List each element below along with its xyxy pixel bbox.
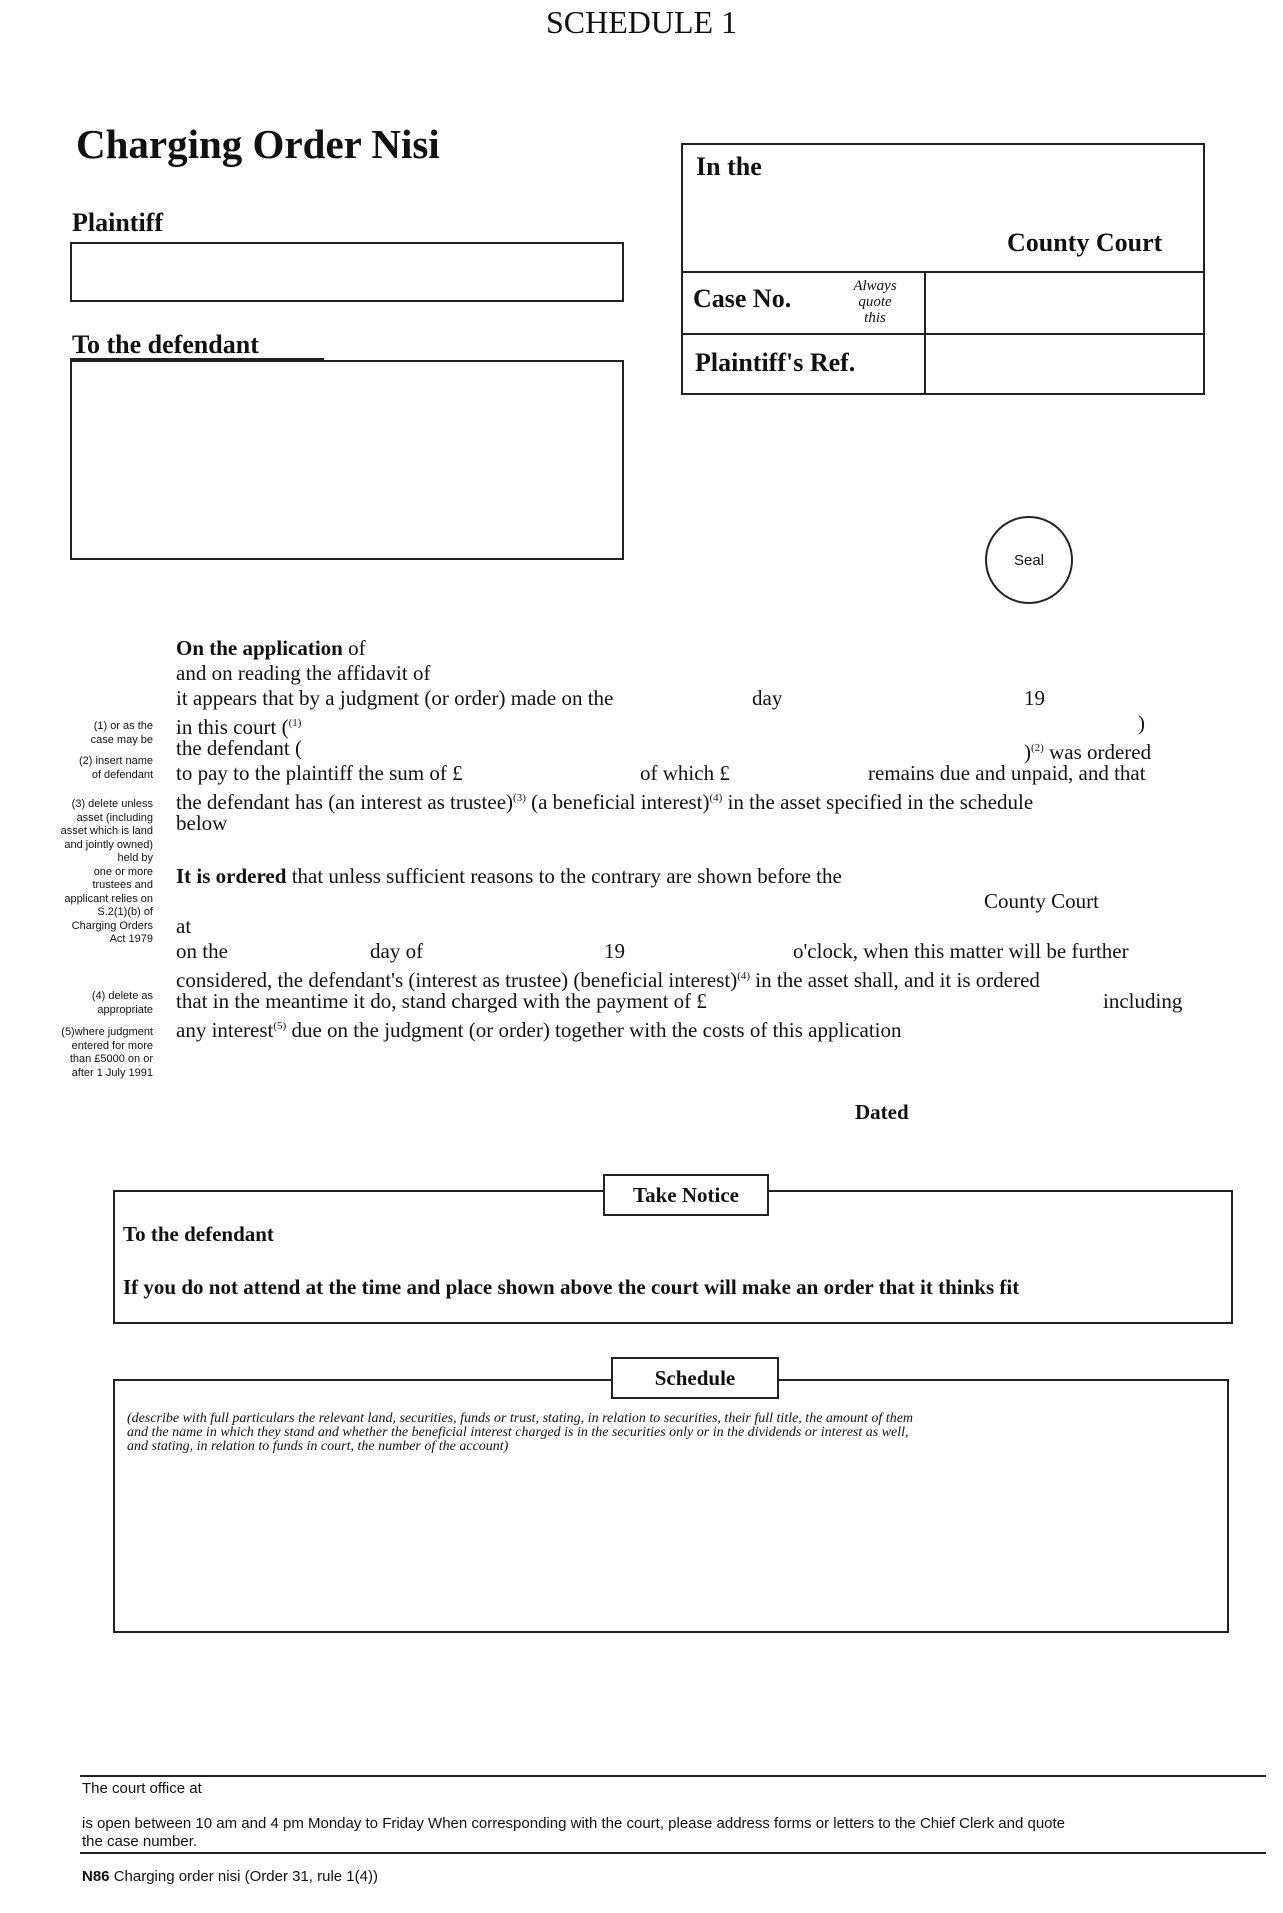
plaintiff-label: Plaintiff — [72, 208, 163, 237]
schedule-heading: SCHEDULE 1 — [545, 4, 738, 40]
order-considered-line: considered, the defendant's (interest as trustee) (beneficial interest)$^{(4)}$ in the asset shall, and it is ordered — [176, 968, 1040, 992]
take-notice-text: If you do not attend at the time and place shown above the court will make an order that it thinks fit — [123, 1275, 1020, 1299]
office-hours-line-2: the case number. — [82, 1833, 198, 1850]
below-line: below — [176, 811, 228, 835]
take-notice-to: To the defendant — [123, 1222, 274, 1246]
judgment-line: it appears that by a judgment (or order) made on the — [176, 686, 614, 710]
footer-rule-bottom — [80, 1852, 1266, 1854]
affidavit-line: and on reading the affidavit of — [176, 661, 431, 685]
order-interest-line: any interest$^{(5)}$ due on the judgment (or order) together with the costs of this application — [176, 1018, 902, 1042]
schedule-label: Schedule — [611, 1357, 779, 1399]
sum-line: to pay to the plaintiff the sum of £ — [176, 761, 463, 785]
court-office-line: The court office at — [82, 1780, 202, 1797]
it-is-ordered-line: It is ordered that unless sufficient reasons to the contrary are shown before the — [176, 864, 842, 888]
this-court-line: in this court ($^{(1)}$ — [176, 715, 302, 739]
plaintiffs-ref-field[interactable] — [926, 335, 1203, 393]
office-hours-line: is open between 10 am and 4 pm Monday to Friday When corresponding with the court, please address forms or letters to the Chief Clerk and quote — [82, 1815, 1066, 1832]
application-line: On the application of — [176, 636, 366, 660]
order-on-the: on the — [176, 939, 228, 963]
plaintiffs-ref-label: Plaintiff's Ref. — [695, 348, 856, 377]
defendant-line: the defendant ( — [176, 736, 302, 760]
judgment-year: 19 — [1024, 686, 1045, 710]
margin-note-1: (1) or as the case may be — [90, 720, 153, 746]
form-code-line: N86 Charging order nisi (Order 31, rule 1(4)) — [82, 1868, 378, 1885]
seal: Seal — [985, 516, 1073, 604]
was-ordered-text: )$^{(2)}$ was ordered — [1024, 740, 1152, 764]
defendant-field[interactable] — [70, 360, 624, 560]
in-the-label: In the — [696, 152, 762, 181]
interest-line: the defendant has (an interest as trustee)$^{(3)}$ (a beneficial interest)$^{(4)}$ in the asset specified in the schedule — [176, 790, 1034, 814]
margin-note-5: (5)where judgment entered for more than £5000 on or after 1 July 1991 — [61, 1026, 153, 1079]
page-title: Charging Order Nisi — [76, 121, 440, 167]
margin-note-3: (3) delete unless asset (including asset which is land and jointly owned) held by one or more trustees and applicant relies on S.2(1)(b) of Charging Orders Act 1979 — [60, 798, 153, 945]
footer-rule-top — [80, 1775, 1266, 1777]
dated-label: Dated — [855, 1100, 909, 1124]
margin-note-2: (2) insert name of defendant — [79, 755, 153, 781]
order-including: including — [1103, 989, 1183, 1013]
order-year: 19 — [604, 939, 625, 963]
order-oclock: o'clock, when this matter will be further — [793, 939, 1129, 963]
order-day-of: day of — [370, 939, 424, 963]
of-which-text: of which £ — [640, 761, 730, 785]
order-charged-line: that in the meantime it do, stand charged with the payment of £ — [176, 989, 707, 1013]
order-county-court: County Court — [984, 889, 1099, 913]
case-no-label: Case No. — [693, 284, 792, 313]
case-no-field[interactable] — [926, 273, 1203, 331]
judgment-day-word: day — [752, 686, 783, 710]
margin-note-4: (4) delete as appropriate — [91, 990, 153, 1016]
remains-due-text: remains due and unpaid, and that — [868, 761, 1146, 785]
plaintiff-field[interactable] — [70, 242, 624, 302]
take-notice-label: Take Notice — [603, 1174, 769, 1216]
defendant-label: To the defendant — [72, 330, 259, 359]
always-quote-note: Always quote this — [853, 278, 897, 326]
order-at: at — [176, 914, 192, 938]
county-court-label: County Court — [1007, 228, 1163, 257]
this-court-close: ) — [1138, 711, 1145, 735]
schedule-instructions: (describe with full particulars the relevant land, securities, funds or trust, stating, in relation to securities, their full title, the amount of them and the name in which they stand and whether the beneficial interest charged is in the securities only or in the dividends or interest as well, and stating, in relation to funds in court, the number of the account) — [127, 1411, 914, 1454]
court-name-field[interactable] — [924, 160, 1194, 260]
